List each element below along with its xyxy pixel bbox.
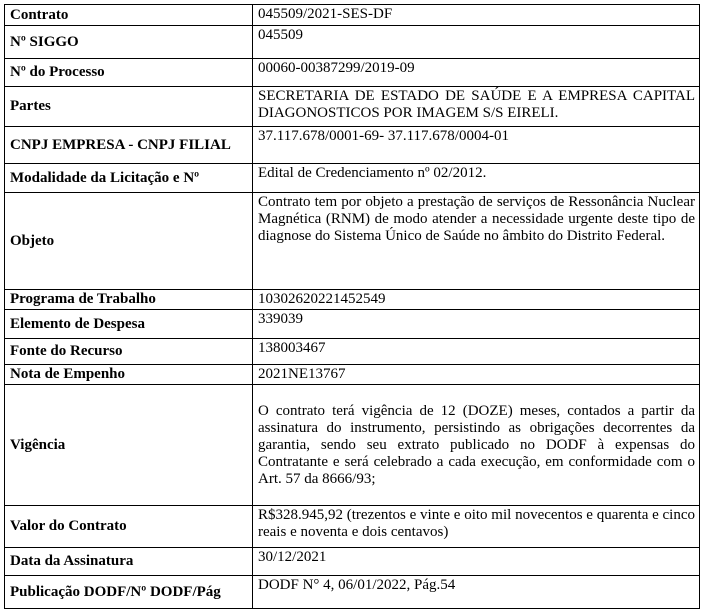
row-label-elemento: Elemento de Despesa [5,310,253,339]
row-label-valor: Valor do Contrato [5,506,253,548]
row-label-siggo: Nº SIGGO [5,26,253,59]
row-value-cnpj: 37.117.678/0001-69- 37.117.678/0004-01 [253,127,700,164]
row-value-siggo: 045509 [253,26,700,59]
row-label-data: Data da Assinatura [5,548,253,576]
row-value-publicacao: DODF N° 4, 06/01/2022, Pág.54 [253,576,700,609]
table-row [5,26,700,59]
row-label-fonte: Fonte do Recurso [5,339,253,365]
row-value-modalidade: Edital de Credenciamento nº 02/2012. [253,164,700,193]
row-label-objeto: Objeto [5,193,253,290]
table-row [5,164,700,193]
row-value-fonte: 138003467 [253,339,700,365]
table-row [5,127,700,164]
row-label-cnpj: CNPJ EMPRESA - CNPJ FILIAL [5,127,253,164]
row-label-vigencia: Vigência [5,385,253,506]
row-value-programa: 10302620221452549 [253,290,700,310]
table-row [5,339,700,365]
row-value-contrato: 045509/2021-SES-DF [253,5,700,26]
table-row [5,87,700,127]
table-row [5,365,700,385]
table-row [5,310,700,339]
row-value-data: 30/12/2021 [253,548,700,576]
row-label-contrato: Contrato [5,5,253,26]
row-label-publicacao: Publicação DODF/Nº DODF/Pág [5,576,253,609]
row-value-processo: 00060-00387299/2019-09 [253,59,700,87]
row-value-empenho: 2021NE13767 [253,365,700,385]
table-row [5,385,700,506]
row-value-elemento: 339039 [253,310,700,339]
row-label-programa: Programa de Trabalho [5,290,253,310]
table-row [5,59,700,87]
table-row [5,548,700,576]
row-label-partes: Partes [5,87,253,127]
table-row [5,5,700,26]
table-row [5,576,700,609]
row-value-valor: R$328.945,92 (trezentos e vinte e oito mil novecentos e quarenta e cinco reais e noventa e dois centavos) [253,506,700,548]
row-label-modalidade: Modalidade da Licitação e Nº [5,164,253,193]
row-value-objeto: Contrato tem por objeto a prestação de serviços de Ressonância Nuclear Magnética (RNM) de modo atender a necessidade urgente deste tipo de diagnose do Sistema Único de Saúde no âmbito do Distrito Federal. [253,193,700,290]
table-row [5,193,700,290]
row-value-partes: SECRETARIA DE ESTADO DE SAÚDE E A EMPRESA CAPITAL DIAGONOSTICOS POR IMAGEM S/S EIRELI. [253,87,700,127]
row-value-vigencia: O contrato terá vigência de 12 (DOZE) meses, contados a partir da assinatura do instrumento, persistindo as obrigações decorrentes da garantia, sendo seu extrato publicado no DODF à expensas do Contratante e será celebrado a cada execução, em conformidade com o Art. 57 da 8666/93; [253,385,700,506]
row-label-empenho: Nota de Empenho [5,365,253,385]
table-row [5,506,700,548]
contract-extract-table [4,4,700,609]
table-row [5,290,700,310]
row-label-processo: Nº do Processo [5,59,253,87]
